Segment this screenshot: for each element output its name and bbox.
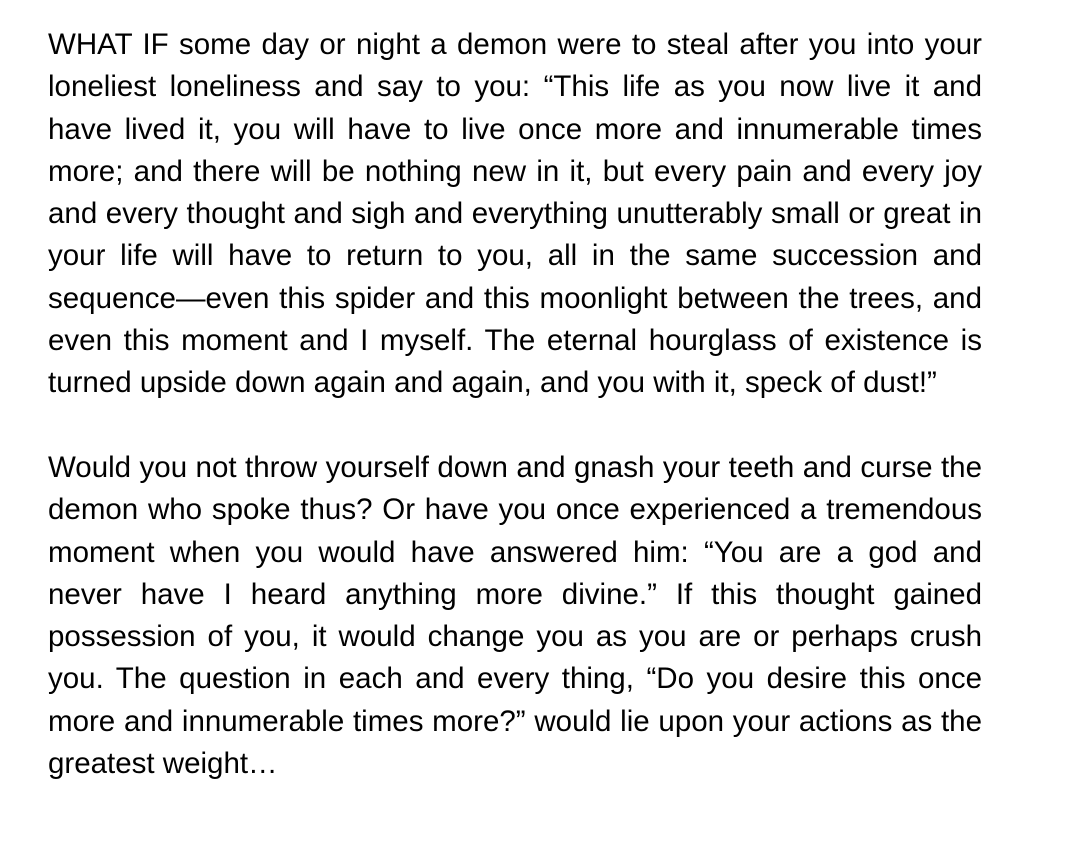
paragraph-2: Would you not throw yourself down and gnash your teeth and curse the demon who spoke thus? Or have you once experienced a tremendous moment when you would have answered him: “You are a god and never have I heard anything more divine.” If this thought gained possession of you, it would change you as you are or perhaps crush you. The question in each and every thing, “Do you desire this once more and innumerable times more?” would lie upon your actions as the greatest weight…	[48, 450, 982, 781]
document-body	[48, 24, 982, 785]
paragraph-1: WHAT IF some day or night a demon were to steal after you into your loneliest loneliness and say to you: “This life as you now live it and have lived it, you will have to live once more and innumerable times more; and there will be nothing new in it, but every pain and every joy and every thought and sigh and everything unutterably small or great in your life will have to return to you, all in the same succession and sequence—even this spider and this moonlight between the trees, and even this moment and I myself. The eternal hourglass of existence is turned upside down again and again, and you with it, speck of dust!”	[48, 28, 982, 400]
